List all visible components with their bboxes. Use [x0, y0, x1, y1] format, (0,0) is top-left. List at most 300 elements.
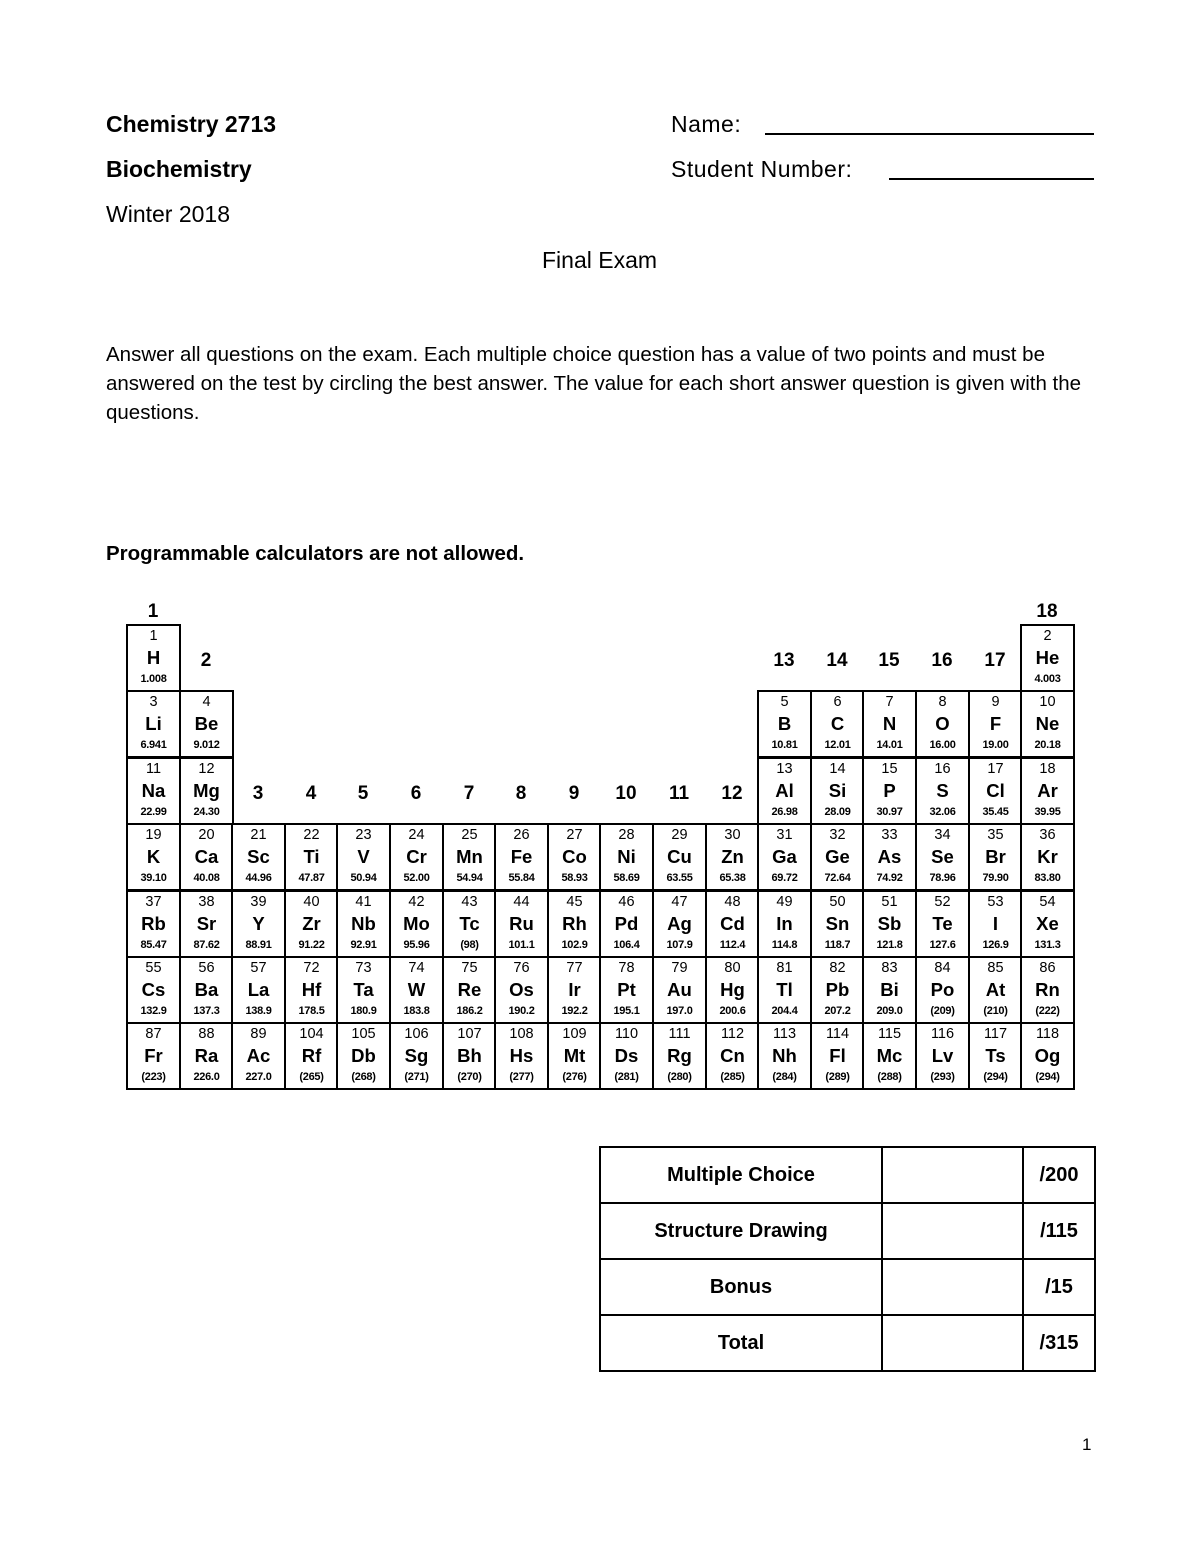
atomic-number: 2 [1043, 628, 1052, 644]
element-symbol: H [146, 647, 161, 668]
element-cell-pt [599, 956, 654, 1024]
exam-title: Final Exam [542, 247, 658, 273]
element-cell-b [757, 690, 812, 758]
atomic-mass: 26.98 [771, 806, 798, 818]
atomic-mass: 85.47 [140, 939, 167, 951]
element-cell-sn [810, 890, 865, 958]
atomic-mass: 14.01 [876, 739, 903, 751]
element-cell-fl [810, 1022, 865, 1090]
score-max: /200 [1023, 1147, 1095, 1203]
atomic-mass: (294) [983, 1071, 1008, 1083]
atomic-number: 28 [618, 827, 635, 843]
atomic-mass: 12.01 [824, 739, 851, 751]
atomic-number: 12 [198, 761, 215, 777]
element-cell-rg [652, 1022, 707, 1090]
atomic-mass: 87.62 [193, 939, 220, 951]
element-cell-rf [284, 1022, 339, 1090]
element-symbol: Pb [825, 979, 850, 1000]
element-cell-al [757, 757, 812, 825]
score-row [600, 1259, 1095, 1315]
element-symbol: K [146, 846, 161, 867]
element-cell-s [915, 757, 970, 825]
atomic-mass: 106.4 [613, 939, 640, 951]
element-cell-bi [862, 956, 917, 1024]
atomic-number: 83 [881, 960, 898, 976]
element-symbol: Sc [247, 846, 270, 867]
element-symbol: Rg [667, 1045, 692, 1066]
atomic-mass: 118.7 [824, 939, 851, 951]
element-symbol: F [989, 713, 1002, 734]
element-symbol: He [1035, 647, 1060, 668]
atomic-number: 30 [724, 827, 741, 843]
element-cell-kr [1020, 823, 1075, 891]
element-symbol: Si [828, 780, 847, 801]
element-symbol: Ts [985, 1045, 1006, 1066]
element-symbol: Os [509, 979, 534, 1000]
score-label: Total [600, 1315, 882, 1371]
element-symbol: Sb [877, 913, 902, 934]
score-entry-field[interactable] [882, 1147, 1023, 1203]
element-cell-o [915, 690, 970, 758]
group-label-18: 18 [1036, 601, 1058, 622]
element-symbol: Po [930, 979, 955, 1000]
element-symbol: Cl [986, 780, 1005, 801]
atomic-mass: 4.003 [1034, 673, 1061, 685]
element-symbol: Hg [720, 979, 745, 1000]
group-label-6: 6 [410, 783, 422, 804]
element-cell-ca [179, 823, 234, 891]
atomic-mass: 195.1 [613, 1005, 640, 1017]
atomic-number: 38 [198, 894, 215, 910]
element-symbol: Rn [1035, 979, 1060, 1000]
element-cell-sc [231, 823, 286, 891]
atomic-mass: 107.9 [666, 939, 693, 951]
element-symbol: Zr [302, 913, 321, 934]
element-symbol: Al [775, 780, 794, 801]
atomic-mass: 102.9 [561, 939, 588, 951]
score-entry-field[interactable] [882, 1203, 1023, 1259]
element-symbol: Zn [721, 846, 744, 867]
score-entry-field[interactable] [882, 1315, 1023, 1371]
atomic-mass: 20.18 [1034, 739, 1061, 751]
element-symbol: Sg [404, 1045, 429, 1066]
atomic-number: 37 [145, 894, 162, 910]
element-cell-pd [599, 890, 654, 958]
name-label: Name: [671, 111, 742, 137]
atomic-number: 15 [881, 761, 898, 777]
atomic-mass: 50.94 [350, 872, 377, 884]
atomic-number: 54 [1039, 894, 1056, 910]
atomic-mass: (285) [720, 1071, 745, 1083]
element-cell-hg [705, 956, 760, 1024]
atomic-number: 7 [885, 694, 894, 710]
atomic-number: 79 [671, 960, 688, 976]
atomic-number: 6 [833, 694, 842, 710]
atomic-number: 5 [780, 694, 789, 710]
atomic-mass: 63.55 [666, 872, 693, 884]
atomic-number: 33 [881, 827, 898, 843]
atomic-number: 21 [250, 827, 267, 843]
element-symbol: Rb [141, 913, 166, 934]
atomic-mass: 78.96 [929, 872, 956, 884]
element-symbol: Fe [510, 846, 533, 867]
element-cell-as [862, 823, 917, 891]
atomic-number: 57 [250, 960, 267, 976]
atomic-mass: 72.64 [824, 872, 851, 884]
element-cell-y [231, 890, 286, 958]
group-label-16: 16 [931, 650, 953, 671]
score-max: /115 [1023, 1203, 1095, 1259]
atomic-number: 23 [355, 827, 372, 843]
atomic-number: 106 [404, 1026, 429, 1042]
atomic-number: 18 [1039, 761, 1056, 777]
element-cell-cu [652, 823, 707, 891]
score-row [600, 1315, 1095, 1371]
element-symbol: Ag [667, 913, 692, 934]
atomic-mass: 54.94 [456, 872, 483, 884]
atomic-number: 31 [776, 827, 793, 843]
element-cell-mo [389, 890, 444, 958]
atomic-number: 74 [408, 960, 425, 976]
group-label-9: 9 [568, 783, 580, 804]
element-cell-ts [968, 1022, 1023, 1090]
atomic-number: 109 [562, 1026, 587, 1042]
group-label-4: 4 [305, 783, 317, 804]
element-symbol: N [882, 713, 897, 734]
atomic-number: 72 [303, 960, 320, 976]
element-cell-p [862, 757, 917, 825]
atomic-number: 24 [408, 827, 425, 843]
atomic-number: 3 [149, 694, 158, 710]
atomic-mass: (222) [1035, 1005, 1060, 1017]
element-cell-bh [442, 1022, 497, 1090]
element-cell-ds [599, 1022, 654, 1090]
atomic-number: 117 [983, 1026, 1008, 1042]
element-cell-c [810, 690, 865, 758]
group-label-17: 17 [984, 650, 1006, 671]
element-symbol: Br [985, 846, 1006, 867]
atomic-mass: 132.9 [140, 1005, 167, 1017]
element-symbol: Tc [459, 913, 480, 934]
element-symbol: S [936, 780, 949, 801]
atomic-mass: 131.3 [1034, 939, 1061, 951]
atomic-number: 112 [720, 1026, 745, 1042]
element-symbol: Pd [614, 913, 639, 934]
element-cell-at [968, 956, 1023, 1024]
atomic-mass: 30.97 [876, 806, 903, 818]
atomic-number: 9 [991, 694, 1000, 710]
atomic-number: 42 [408, 894, 425, 910]
element-symbol: Sr [196, 913, 217, 934]
element-symbol: Li [145, 713, 162, 734]
element-symbol: As [877, 846, 902, 867]
atomic-mass: 180.9 [350, 1005, 377, 1017]
atomic-number: 107 [457, 1026, 482, 1042]
element-cell-he [1020, 624, 1075, 692]
atomic-number: 75 [461, 960, 478, 976]
atomic-number: 115 [877, 1026, 902, 1042]
element-cell-ar [1020, 757, 1075, 825]
element-symbol: Nb [351, 913, 376, 934]
atomic-number: 27 [566, 827, 583, 843]
calculator-notice: Programmable calculators are not allowed. [106, 542, 525, 565]
element-symbol: Cd [720, 913, 745, 934]
student-number-field[interactable] [889, 178, 1094, 180]
element-symbol: Cr [406, 846, 427, 867]
element-cell-ta [336, 956, 391, 1024]
group-label-13: 13 [773, 650, 795, 671]
atomic-number: 13 [776, 761, 793, 777]
element-symbol: I [992, 913, 999, 934]
atomic-mass: 69.72 [771, 872, 798, 884]
atomic-number: 8 [938, 694, 947, 710]
score-label: Multiple Choice [600, 1147, 882, 1203]
element-symbol: In [776, 913, 793, 934]
atomic-mass: 186.2 [456, 1005, 483, 1017]
element-symbol: Ds [614, 1045, 639, 1066]
atomic-number: 104 [299, 1026, 324, 1042]
name-field[interactable] [765, 133, 1094, 135]
score-row [600, 1147, 1095, 1203]
atomic-number: 39 [250, 894, 267, 910]
element-symbol: Ca [194, 846, 219, 867]
atomic-number: 110 [614, 1026, 639, 1042]
atomic-number: 40 [303, 894, 320, 910]
atomic-number: 89 [250, 1026, 267, 1042]
element-symbol: Co [562, 846, 587, 867]
element-symbol: O [935, 713, 950, 734]
atomic-mass: (281) [614, 1071, 639, 1083]
atomic-number: 11 [145, 761, 162, 777]
atomic-mass: 178.5 [298, 1005, 325, 1017]
element-symbol: Mo [403, 913, 430, 934]
atomic-number: 76 [513, 960, 530, 976]
element-cell-v [336, 823, 391, 891]
atomic-number: 108 [509, 1026, 534, 1042]
atomic-number: 55 [145, 960, 162, 976]
element-cell-re [442, 956, 497, 1024]
atomic-number: 22 [303, 827, 320, 843]
atomic-mass: 88.91 [245, 939, 272, 951]
element-cell-rb [126, 890, 181, 958]
atomic-mass: (268) [351, 1071, 376, 1083]
atomic-mass: 190.2 [508, 1005, 535, 1017]
atomic-mass: 22.99 [140, 806, 167, 818]
element-symbol: Bh [457, 1045, 482, 1066]
atomic-mass: 65.38 [719, 872, 746, 884]
atomic-mass: 44.96 [245, 872, 272, 884]
atomic-number: 118 [1035, 1026, 1060, 1042]
element-cell-ba [179, 956, 234, 1024]
element-symbol: Bi [880, 979, 899, 1000]
atomic-mass: 58.69 [613, 872, 640, 884]
element-cell-tc [442, 890, 497, 958]
group-label-7: 7 [463, 783, 475, 804]
element-symbol: Fl [829, 1045, 846, 1066]
element-cell-xe [1020, 890, 1075, 958]
atomic-number: 4 [202, 694, 211, 710]
element-cell-au [652, 956, 707, 1024]
atomic-mass: (284) [772, 1071, 797, 1083]
score-label: Structure Drawing [600, 1203, 882, 1259]
atomic-mass: (294) [1035, 1071, 1060, 1083]
atomic-mass: 183.8 [403, 1005, 430, 1017]
element-cell-fr [126, 1022, 181, 1090]
element-cell-te [915, 890, 970, 958]
score-table [599, 1146, 1096, 1372]
element-cell-zn [705, 823, 760, 891]
element-cell-hf [284, 956, 339, 1024]
element-cell-f [968, 690, 1023, 758]
element-cell-in [757, 890, 812, 958]
element-cell-zr [284, 890, 339, 958]
element-cell-sb [862, 890, 917, 958]
atomic-mass: (277) [509, 1071, 534, 1083]
element-symbol: Ti [303, 846, 320, 867]
element-cell-ru [494, 890, 549, 958]
atomic-mass: 32.06 [929, 806, 956, 818]
element-symbol: W [407, 979, 426, 1000]
element-cell-lv [915, 1022, 970, 1090]
atomic-mass: 209.0 [876, 1005, 903, 1017]
atomic-number: 20 [198, 827, 215, 843]
element-symbol: Ac [246, 1045, 271, 1066]
element-symbol: Kr [1037, 846, 1058, 867]
element-symbol: Rf [301, 1045, 322, 1066]
score-entry-field[interactable] [882, 1259, 1023, 1315]
element-cell-sr [179, 890, 234, 958]
atomic-number: 29 [671, 827, 688, 843]
element-symbol: Rh [562, 913, 587, 934]
element-cell-br [968, 823, 1023, 891]
atomic-mass: 79.90 [982, 872, 1009, 884]
atomic-mass: 126.9 [982, 939, 1009, 951]
group-label-3: 3 [252, 783, 264, 804]
element-cell-na [126, 757, 181, 825]
element-symbol: Ru [509, 913, 534, 934]
element-symbol: Mc [876, 1045, 903, 1066]
element-cell-se [915, 823, 970, 891]
atomic-number: 85 [987, 960, 1004, 976]
group-label-15: 15 [878, 650, 900, 671]
atomic-mass: 114.8 [771, 939, 798, 951]
element-symbol: Ra [194, 1045, 219, 1066]
element-cell-co [547, 823, 602, 891]
atomic-number: 105 [351, 1026, 376, 1042]
element-cell-ne [1020, 690, 1075, 758]
atomic-mass: 39.10 [140, 872, 167, 884]
atomic-mass: 127.6 [929, 939, 956, 951]
element-cell-rn [1020, 956, 1075, 1024]
element-cell-mt [547, 1022, 602, 1090]
atomic-number: 26 [513, 827, 530, 843]
atomic-number: 48 [724, 894, 741, 910]
element-cell-cr [389, 823, 444, 891]
atomic-number: 19 [145, 827, 162, 843]
element-cell-fe [494, 823, 549, 891]
atomic-mass: 226.0 [193, 1071, 220, 1083]
element-symbol: Cs [141, 979, 166, 1000]
element-cell-db [336, 1022, 391, 1090]
element-cell-cn [705, 1022, 760, 1090]
element-cell-w [389, 956, 444, 1024]
element-cell-h [126, 624, 181, 692]
atomic-number: 111 [668, 1026, 691, 1042]
atomic-mass: 112.4 [719, 939, 746, 951]
element-cell-os [494, 956, 549, 1024]
element-cell-ge [810, 823, 865, 891]
element-cell-mn [442, 823, 497, 891]
atomic-number: 34 [934, 827, 951, 843]
atomic-mass: (276) [562, 1071, 587, 1083]
element-symbol: Cn [720, 1045, 745, 1066]
atomic-mass: (293) [930, 1071, 955, 1083]
score-max: /15 [1023, 1259, 1095, 1315]
element-cell-ga [757, 823, 812, 891]
atomic-number: 46 [618, 894, 635, 910]
element-symbol: La [247, 979, 270, 1000]
atomic-mass: 16.00 [929, 739, 956, 751]
atomic-mass: (210) [983, 1005, 1008, 1017]
group-label-5: 5 [357, 783, 369, 804]
element-cell-li [126, 690, 181, 758]
atomic-mass: 24.30 [193, 806, 220, 818]
element-symbol: Y [252, 913, 265, 934]
student-number-label: Student Number: [671, 156, 853, 182]
element-cell-sg [389, 1022, 444, 1090]
atomic-mass: 28.09 [824, 806, 851, 818]
atomic-number: 113 [772, 1026, 797, 1042]
element-cell-nb [336, 890, 391, 958]
atomic-mass: 74.92 [876, 872, 903, 884]
atomic-mass: (265) [299, 1071, 324, 1083]
element-cell-tl [757, 956, 812, 1024]
element-cell-la [231, 956, 286, 1024]
atomic-mass: 9.012 [193, 739, 220, 751]
atomic-mass: 138.9 [245, 1005, 272, 1017]
element-cell-pb [810, 956, 865, 1024]
group-label-10: 10 [615, 783, 637, 804]
group-label-8: 8 [515, 783, 527, 804]
element-cell-mc [862, 1022, 917, 1090]
element-symbol: Og [1034, 1045, 1061, 1066]
atomic-mass: (280) [667, 1071, 692, 1083]
atomic-mass: 137.3 [193, 1005, 220, 1017]
atomic-number: 44 [513, 894, 530, 910]
atomic-mass: 55.84 [508, 872, 535, 884]
element-cell-mg [179, 757, 234, 825]
instructions-paragraph: Answer all questions on the exam. Each multiple choice question has a value of two points and must be answered on the test by circling the best answer. The value for each short answer question is given with the questions. [106, 343, 1082, 424]
element-cell-ir [547, 956, 602, 1024]
element-symbol: Db [351, 1045, 376, 1066]
element-cell-ra [179, 1022, 234, 1090]
atomic-mass: 200.6 [719, 1005, 746, 1017]
element-symbol: Sn [825, 913, 850, 934]
element-symbol: Ir [568, 979, 581, 1000]
atomic-number: 43 [461, 894, 478, 910]
course-title: Chemistry 2713 [106, 111, 277, 137]
atomic-mass: (98) [460, 939, 479, 951]
atomic-number: 78 [618, 960, 635, 976]
element-cell-og [1020, 1022, 1075, 1090]
atomic-mass: 92.91 [350, 939, 377, 951]
atomic-mass: 58.93 [561, 872, 588, 884]
atomic-mass: 19.00 [982, 739, 1009, 751]
element-symbol: C [830, 713, 845, 734]
element-symbol: Te [932, 913, 953, 934]
atomic-mass: 192.2 [561, 1005, 588, 1017]
element-symbol: Ne [1035, 713, 1060, 734]
